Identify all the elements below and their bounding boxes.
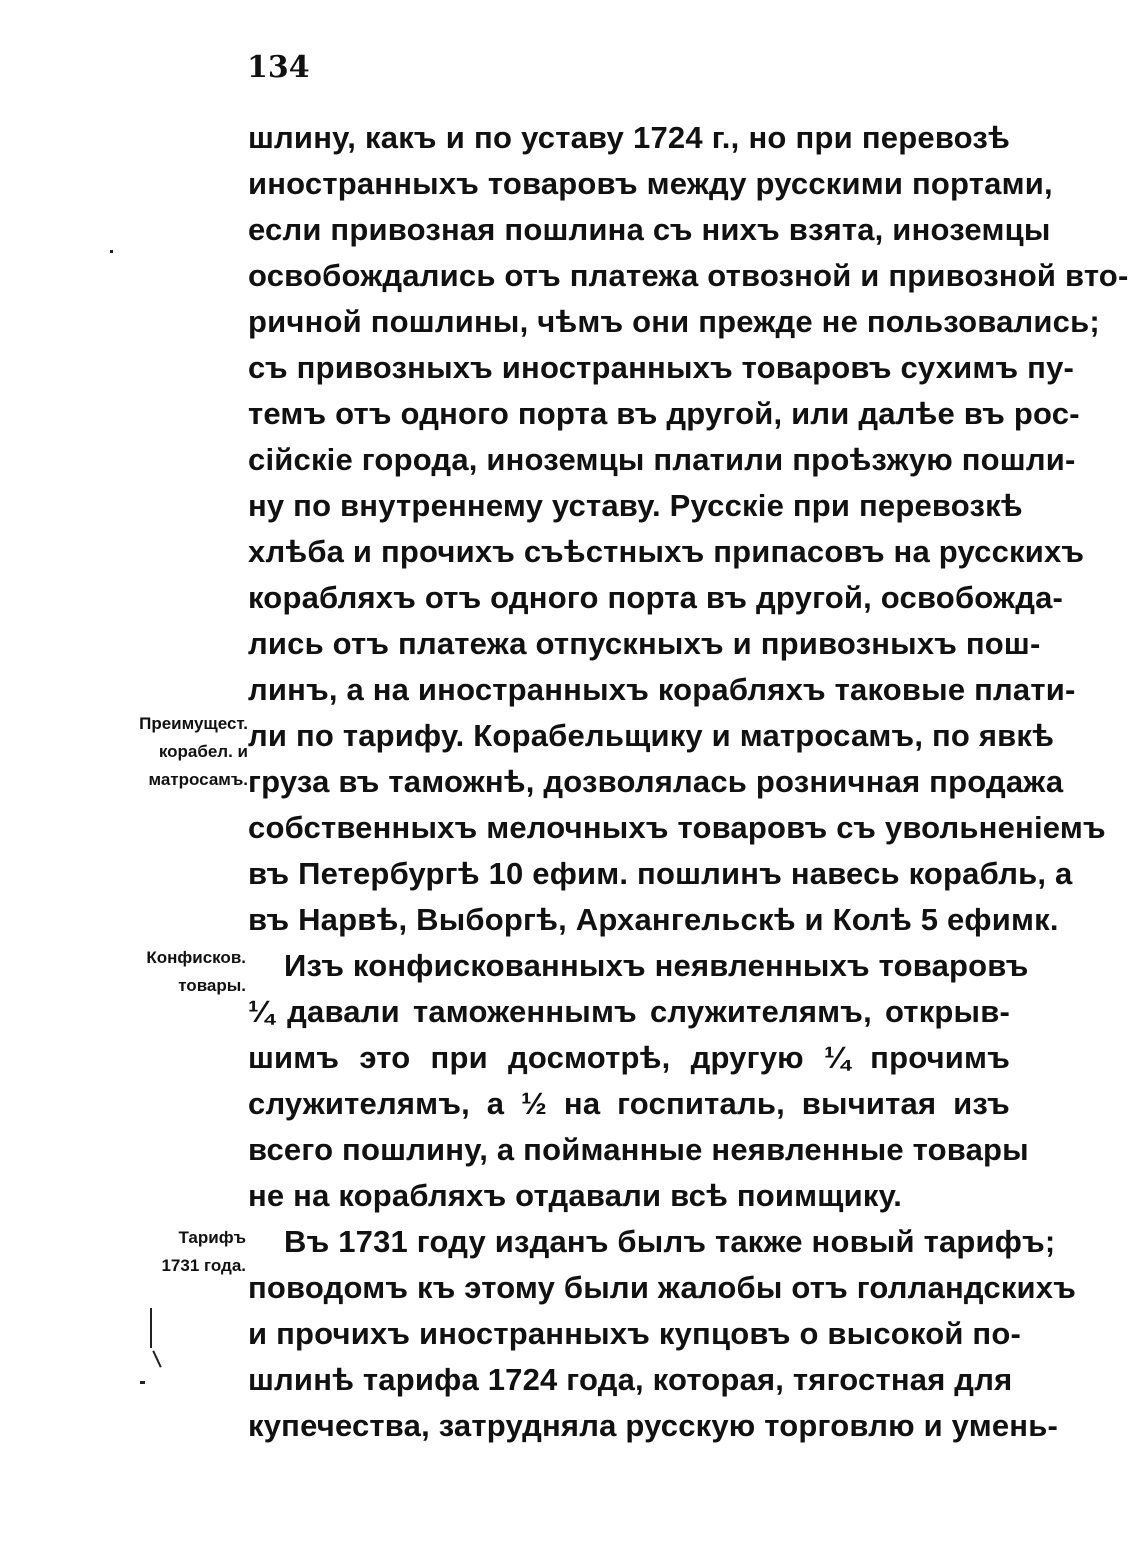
text-line: служителямъ, а ½ на госпиталь, вычитая изъ — [248, 1086, 1010, 1121]
text-line: хлѣба и прочихъ съѣстныхъ припасовъ на русскихъ — [248, 534, 1085, 569]
text-line: линъ, а на иностранныхъ корабляхъ таковые плати- — [248, 672, 1076, 707]
text-line: собственныхъ мелочныхъ товаровъ съ увольненiемъ — [248, 810, 1106, 845]
margin-note-line: Конфисков. — [146, 948, 246, 967]
margin-note-line: корабел. и — [158, 742, 248, 761]
text-line: въ Петербургѣ 10 ефим. пошлинъ навесь корабль, а — [248, 856, 1073, 891]
margin-note-line: 1731 года. — [161, 1256, 246, 1275]
margin-pencil-stroke — [152, 1350, 161, 1367]
margin-note-privileges — [139, 710, 248, 794]
text-line: лись отъ платежа отпускныхъ и привозныхъ пош- — [248, 626, 1041, 661]
margin-note-confiscated — [146, 944, 246, 1000]
margin-pencil-stroke — [150, 1308, 152, 1348]
paragraph-start-line: Изъ конфискованныхъ неявленныхъ товаровъ — [284, 948, 1029, 983]
text-line: поводомъ къ этому были жалобы отъ голландскихъ — [248, 1270, 1077, 1305]
text-line: шлинѣ тарифа 1724 года, которая, тягостная для — [248, 1362, 1013, 1397]
ink-speck — [110, 250, 113, 253]
text-line: ричной пошлины, чѣмъ они прежде не пользовались; — [248, 304, 1100, 339]
margin-note-tariff — [161, 1224, 246, 1280]
text-line: купечества, затрудняла русскую торговлю и умень- — [248, 1408, 1058, 1443]
text-line: ¼ давали таможеннымъ служителямъ, открыв- — [248, 994, 1010, 1029]
text-line: корабляхъ отъ одного порта въ другой, освобожда- — [248, 580, 1064, 615]
text-line: не на корабляхъ отдавали всѣ поимщику. — [248, 1178, 903, 1213]
margin-note-line: Тарифъ — [178, 1228, 246, 1247]
page-number: 134 — [247, 50, 310, 85]
paragraph-start-line: Въ 1731 году изданъ былъ также новый тарифъ; — [284, 1224, 1056, 1259]
text-line: шлину, какъ и по уставу 1724 г., но при перевозѣ — [248, 120, 1010, 155]
text-line: ли по тарифу. Корабельщику и матросамъ, по явкѣ — [248, 718, 1055, 753]
ink-speck — [140, 1381, 145, 1384]
text-line: освобождались отъ платежа отвозной и привозной вто- — [248, 258, 1129, 293]
margin-note-line: матросамъ. — [148, 770, 248, 789]
text-line: сiйскiе города, иноземцы платили проѣзжую пошли- — [248, 442, 1076, 477]
text-line: иностранныхъ товаровъ между русскими портами, — [248, 166, 1053, 201]
text-line: если привозная пошлина съ нихъ взята, иноземцы — [248, 212, 1051, 247]
margin-note-line: товары. — [178, 976, 246, 995]
text-line: съ привозныхъ иностранныхъ товаровъ сухимъ пу- — [248, 350, 1075, 385]
text-line: груза въ таможнѣ, дозволялась розничная продажа — [248, 764, 1064, 799]
text-line: въ Нарвѣ, Выборгѣ, Архангельскѣ и Колѣ 5 ефимк. — [248, 902, 1059, 937]
text-line: шимъ это при досмотрѣ, другую ¼ прочимъ — [248, 1040, 1010, 1075]
text-line: темъ отъ одного порта въ другой, или далѣе въ рос- — [248, 396, 1080, 431]
text-line: ну по внутреннему уставу. Русскiе при перевозкѣ — [248, 488, 1023, 523]
margin-note-line: Преимущест. — [139, 714, 248, 733]
text-line: и прочихъ иностранныхъ купцовъ о высокой по- — [248, 1316, 1022, 1351]
text-line: всего пошлину, а пойманные неявленные товары — [248, 1132, 1029, 1167]
